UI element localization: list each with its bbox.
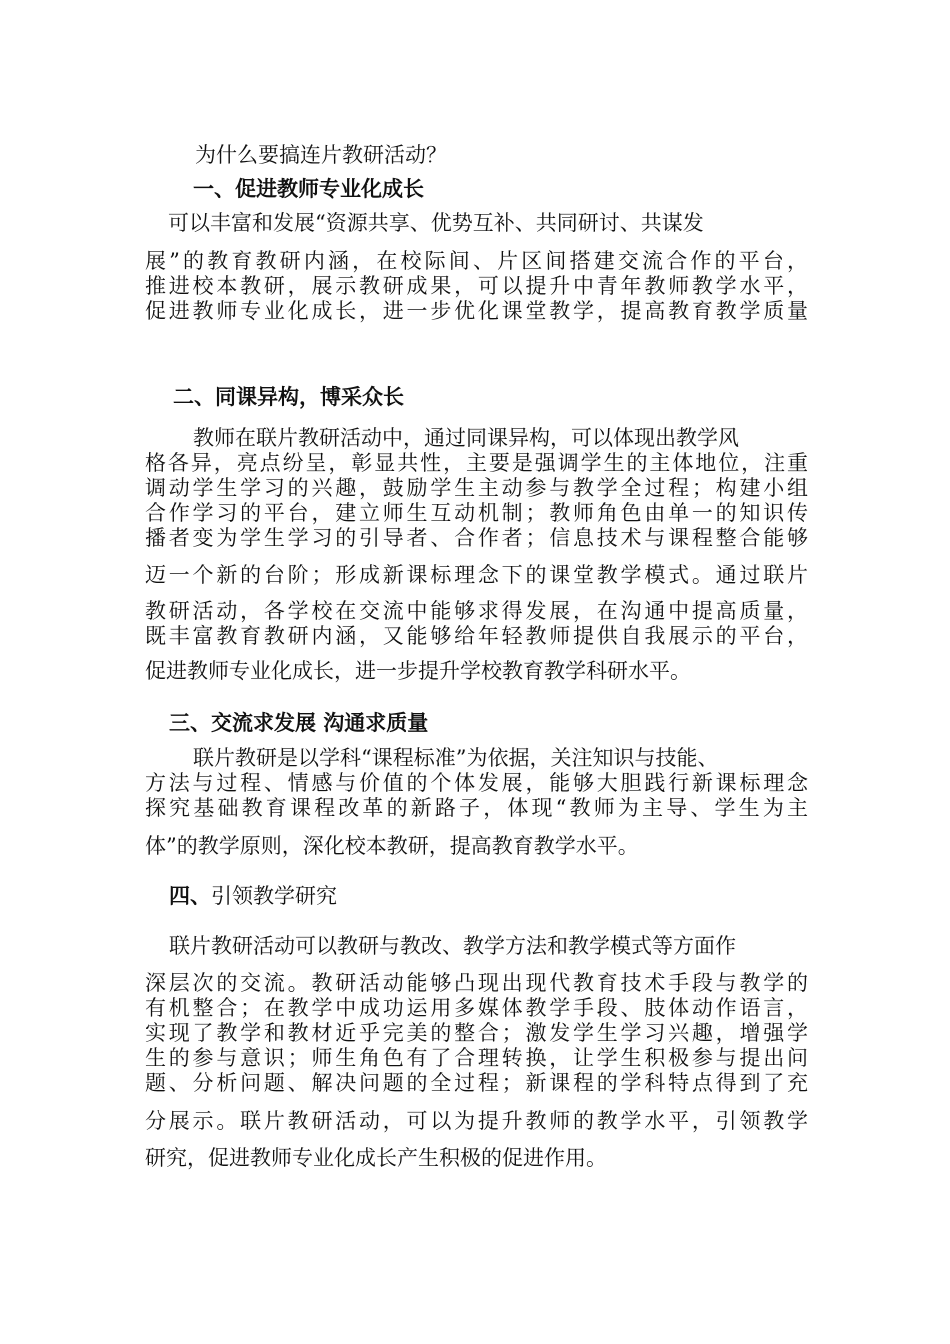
section-heading: 一、促进教师专业化成长	[193, 176, 424, 201]
section-heading: 三、交流求发展 沟通求质量	[169, 710, 429, 735]
paragraph-line: 迈一个新的台阶；形成新课标理念下的课堂教学模式。通过联片	[145, 563, 808, 587]
page-title: 为什么要搞连片教研活动？	[195, 143, 447, 167]
paragraph-line: 促进教师专业化成长，进一步提升学校教育教学科研水平。	[145, 659, 691, 683]
paragraph-line: 合作学习的平台，建立师生互动机制；教师角色由单一的知识传	[145, 501, 808, 525]
section-heading: 二、同课异构，博采众长	[173, 384, 404, 409]
section-heading-text: 引领教学研究	[211, 884, 337, 908]
paragraph-line: 深层次的交流。教研活动能够凸现出现代教育技术手段与教学的	[145, 971, 808, 995]
paragraph-line: 可以丰富和发展“资源共享、优势互补、共同研讨、共谋发	[168, 211, 704, 235]
paragraph-line: 体”的教学原则，深化校本教研，提高教育教学水平。	[145, 834, 639, 858]
paragraph-line: 方法与过程、情感与价值的个体发展，能够大胆践行新课标理念	[145, 771, 808, 795]
paragraph-line: 调动学生学习的兴趣，鼓励学生主动参与教学全过程；构建小组	[145, 476, 808, 500]
paragraph-line: 促进教师专业化成长，进一步优化课堂教学，提高教育教学质量	[145, 299, 808, 323]
paragraph-line: 教研活动，各学校在交流中能够求得发展，在沟通中提高质量，	[145, 599, 808, 623]
paragraph-line: 有机整合；在教学中成功运用多媒体教学手段、肢体动作语言，	[145, 996, 808, 1020]
section-heading	[169, 883, 337, 909]
paragraph-line: 生的参与意识；师生角色有了合理转换，让学生积极参与提出问	[145, 1046, 808, 1070]
paragraph-line: 展”的教育教研内涵，在校际间、片区间搭建交流合作的平台，	[145, 249, 808, 273]
paragraph-line: 联片教研活动可以教研与教改、教学方法和教学模式等方面作	[169, 934, 736, 958]
paragraph-line: 研究，促进教师专业化成长产生积极的促进作用。	[145, 1146, 607, 1170]
section-heading-number: 四、	[169, 883, 211, 908]
paragraph-line: 格各异，亮点纷呈，彰显共性，主要是强调学生的主体地位，注重	[145, 451, 808, 475]
paragraph-line: 既丰富教育教研内涵，又能够给年轻教师提供自我展示的平台，	[145, 624, 808, 648]
paragraph-line: 推进校本教研，展示教研成果，可以提升中青年教师教学水平，	[145, 274, 808, 298]
paragraph-line: 教师在联片教研活动中，通过同课异构，可以体现出教学风	[193, 426, 739, 450]
paragraph-line: 分展示。联片教研活动，可以为提升教师的教学水平，引领教学	[145, 1109, 808, 1133]
paragraph-line: 播者变为学生学习的引导者、合作者；信息技术与课程整合能够	[145, 526, 808, 550]
paragraph-line: 实现了教学和教材近乎完美的整合；激发学生学习兴趣，增强学	[145, 1021, 808, 1045]
paragraph-line: 题、分析问题、解决问题的全过程；新课程的学科特点得到了充	[145, 1071, 808, 1095]
paragraph-line: 联片教研是以学科“课程标准”为依据，关注知识与技能、	[193, 746, 719, 770]
paragraph-line: 探究基础教育课程改革的新路子，体现“教师为主导、学生为主	[145, 796, 808, 820]
